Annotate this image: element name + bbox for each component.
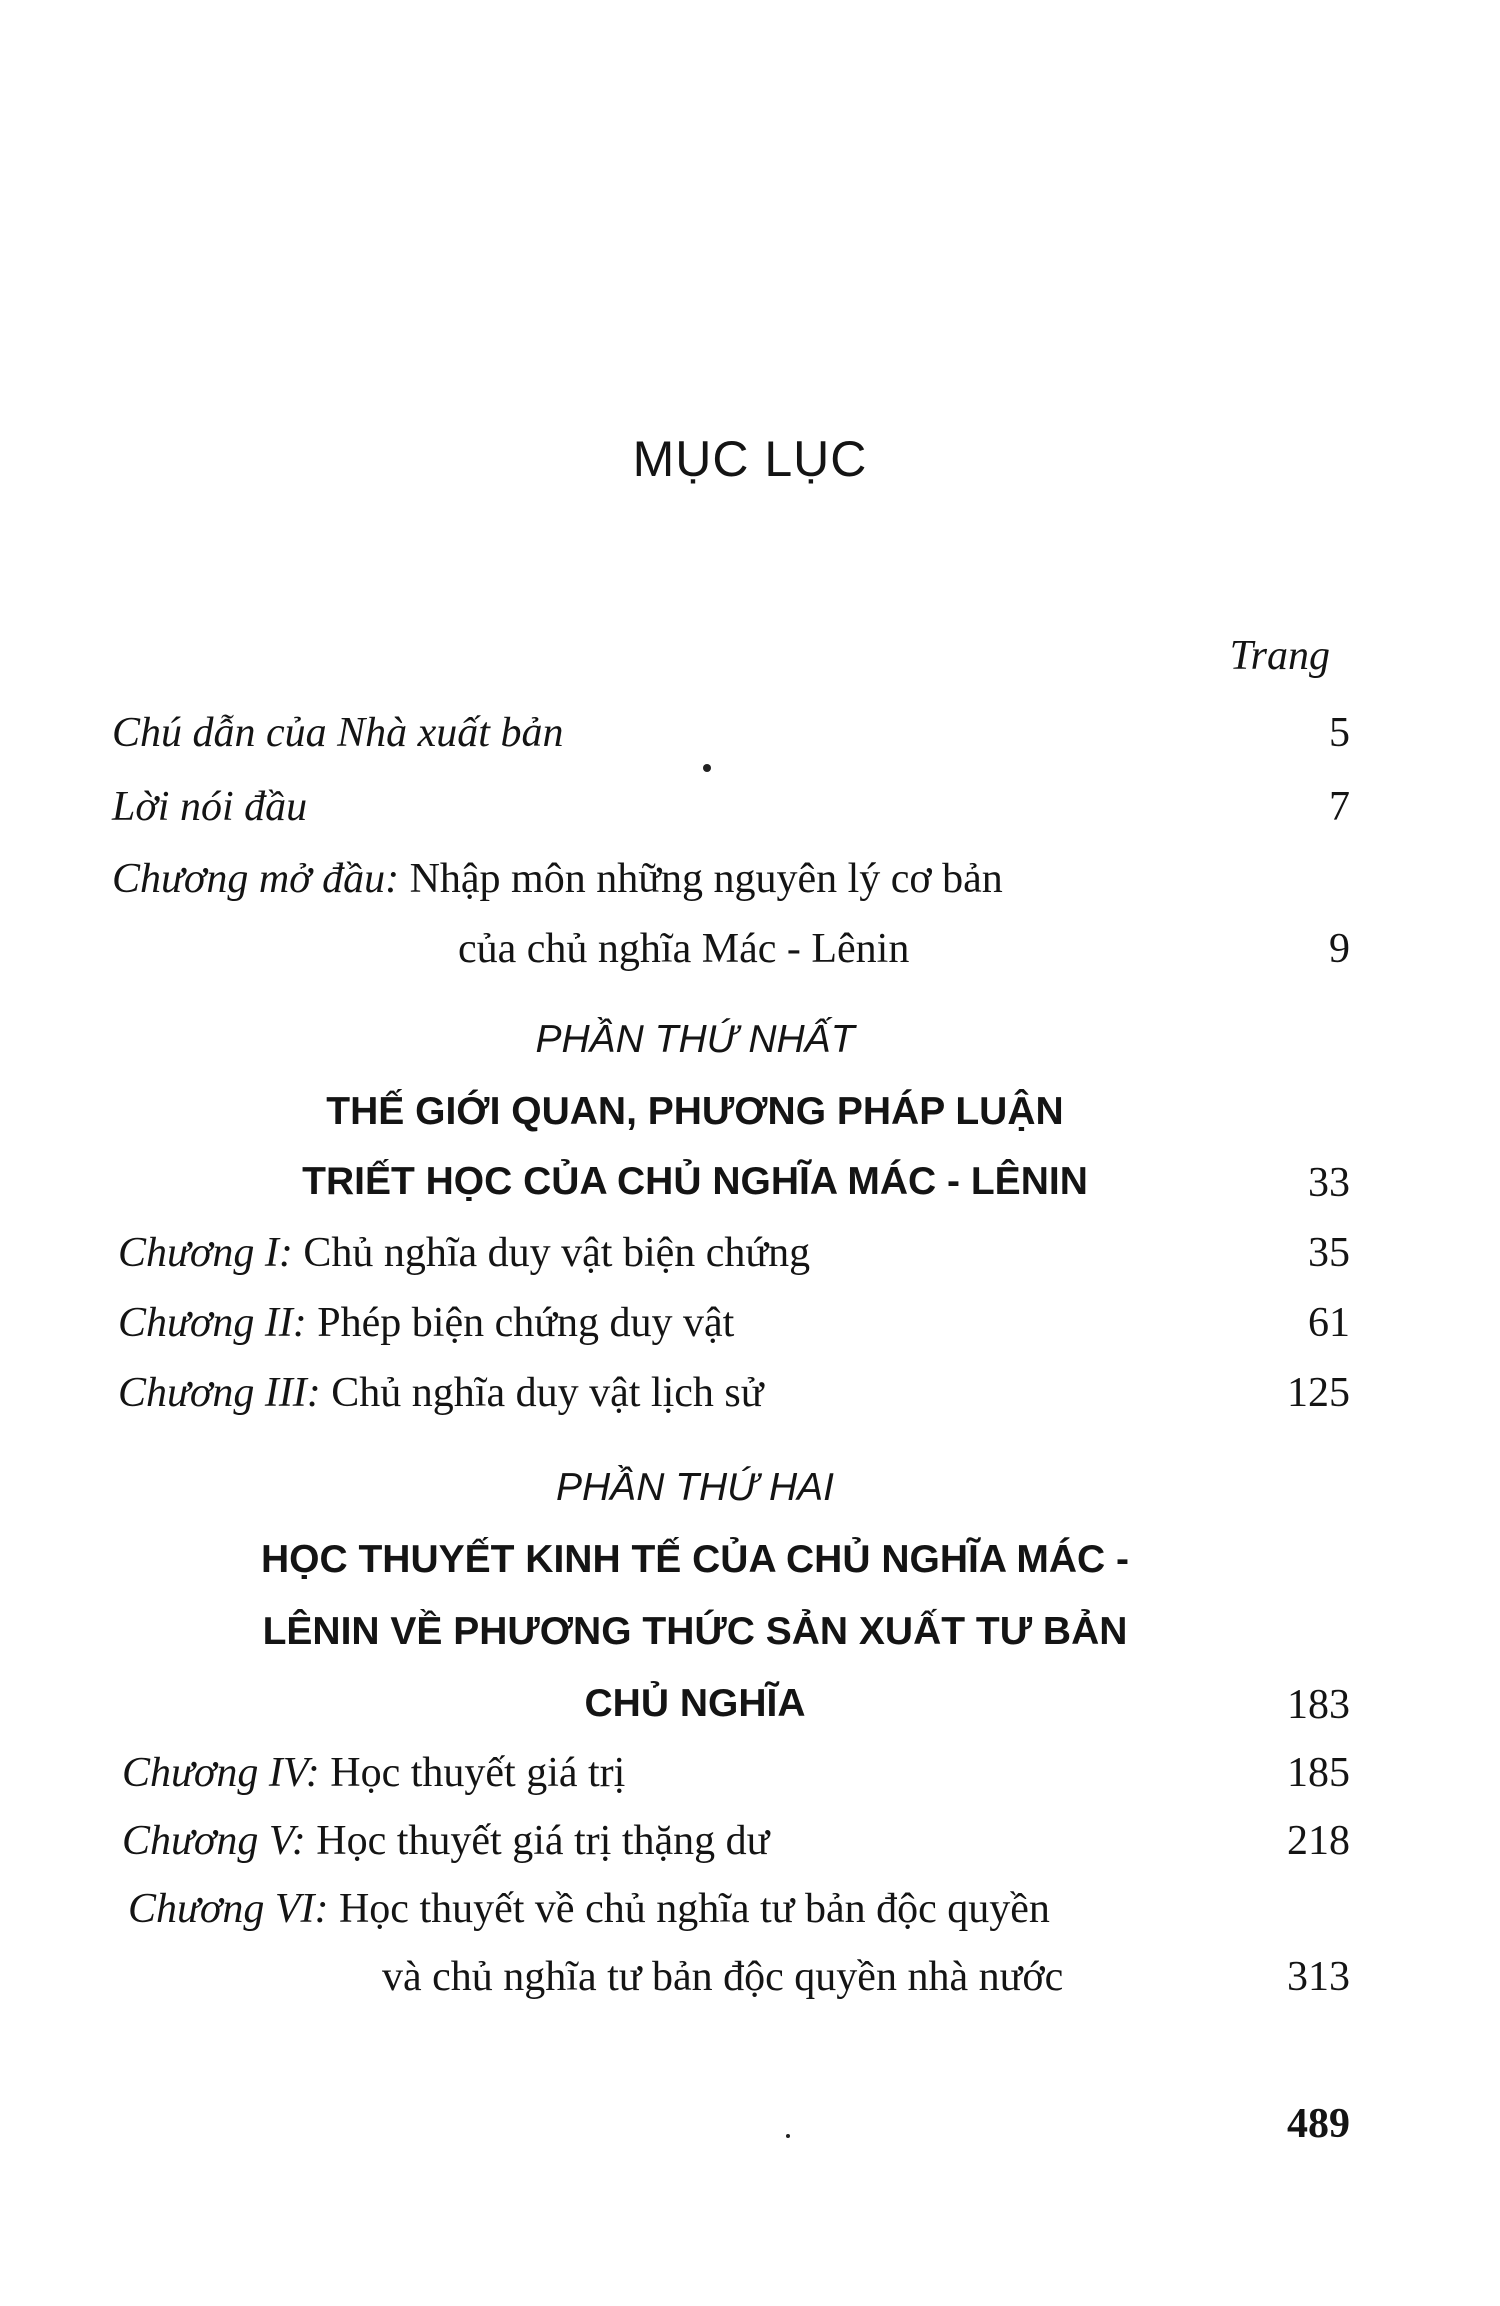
- page-number: 183: [1287, 1682, 1350, 1728]
- toc-entry-chapter: [122, 1752, 625, 1794]
- entry-text: Chủ nghĩa duy vật lịch sử: [320, 1370, 764, 1416]
- page-number: 218: [1287, 1818, 1350, 1864]
- page-title: MỤC LỤC: [632, 431, 868, 487]
- toc-entry-chapter: [122, 1820, 769, 1862]
- page-number: 9: [1329, 926, 1350, 972]
- page-number: 33: [1308, 1160, 1350, 1206]
- page-number: 313: [1287, 1954, 1350, 2000]
- toc-entry-intro-chapter: [112, 858, 1003, 900]
- part-title-line: TRIẾT HỌC CỦA CHỦ NGHĨA MÁC - LÊNIN: [302, 1160, 1088, 1203]
- page-number: 5: [1329, 710, 1350, 756]
- entry-text: Nhập môn những nguyên lý cơ bản: [399, 856, 1003, 902]
- entry-text: Chủ nghĩa duy vật biện chứng: [292, 1230, 811, 1276]
- toc-entry-preface: [112, 786, 307, 828]
- entry-text: Học thuyết giá trị: [319, 1750, 626, 1796]
- entry-prefix: Chương II:: [118, 1300, 307, 1346]
- part-label: PHẦN THỨ NHẤT: [535, 1018, 855, 1061]
- toc-entry-continuation: và chủ nghĩa tư bản độc quyền nhà nước: [382, 1954, 1064, 2000]
- toc-entry-chapter: [118, 1372, 764, 1414]
- page-column-label: Trang: [1229, 633, 1330, 679]
- toc-entry-chapter: [128, 1888, 1050, 1930]
- page-number: 185: [1287, 1750, 1350, 1796]
- entry-prefix: Chương III:: [118, 1370, 321, 1416]
- folio-page-number: 489: [1287, 2101, 1350, 2147]
- entry-text: Phép biện chứng duy vật: [306, 1300, 735, 1346]
- part-title-line: LÊNIN VỀ PHƯƠNG THỨC SẢN XUẤT TƯ BẢN: [262, 1610, 1128, 1653]
- page-number: 125: [1287, 1370, 1350, 1416]
- entry-prefix: Chương IV:: [122, 1750, 320, 1796]
- entry-prefix: Chương V:: [122, 1818, 306, 1864]
- toc-entry-continuation: của chủ nghĩa Mác - Lênin: [458, 926, 910, 972]
- entry-text: Học thuyết giá trị thặng dư: [305, 1818, 770, 1864]
- scan-speck: [786, 2134, 790, 2138]
- toc-entry-publisher-note: [112, 712, 563, 754]
- entry-prefix: Chương mở đầu:: [112, 856, 400, 902]
- toc-entry-chapter: [118, 1302, 734, 1344]
- toc-entry-chapter: [118, 1232, 810, 1274]
- entry-text: Học thuyết về chủ nghĩa tư bản độc quyền: [328, 1886, 1050, 1932]
- entry-title: Lời nói đầu: [112, 784, 308, 830]
- page-number: 7: [1329, 784, 1350, 830]
- entry-prefix: Chương VI:: [128, 1886, 329, 1932]
- entry-title: Chú dẫn của Nhà xuất bản: [112, 710, 564, 756]
- page-number: 61: [1308, 1300, 1350, 1346]
- part-label: PHẦN THỨ HAI: [556, 1466, 834, 1509]
- part-title-line: CHỦ NGHĨA: [584, 1682, 806, 1725]
- entry-prefix: Chương I:: [118, 1230, 293, 1276]
- page-number: 35: [1308, 1230, 1350, 1276]
- part-title-line: THẾ GIỚI QUAN, PHƯƠNG PHÁP LUẬN: [326, 1090, 1064, 1133]
- part-title-line: HỌC THUYẾT KINH TẾ CỦA CHỦ NGHĨA MÁC -: [260, 1538, 1130, 1581]
- scan-speck: [703, 764, 711, 772]
